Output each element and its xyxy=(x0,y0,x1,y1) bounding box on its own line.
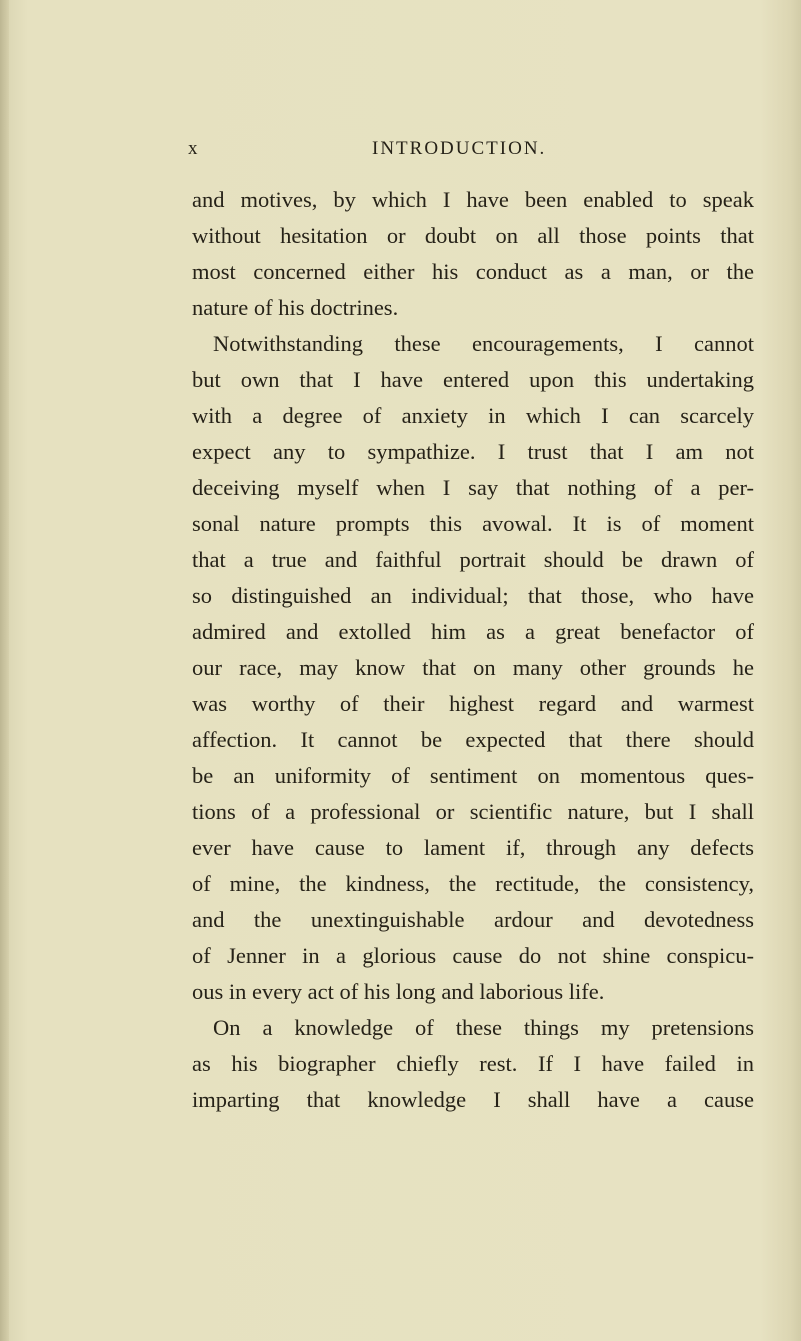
text-line: nature of his doctrines. xyxy=(192,295,399,320)
text-line: that a true and faithful portrait should be drawn of xyxy=(192,547,754,572)
text-line: was worthy of their highest regard and warmest xyxy=(192,691,754,716)
page-number: x xyxy=(188,138,199,159)
text-line: of Jenner in a glorious cause do not shine conspicu- xyxy=(192,943,754,968)
text-line: be an uniformity of sentiment on momentous ques- xyxy=(192,763,754,788)
running-head: INTRODUCTION. xyxy=(372,138,547,159)
text-line: sonal nature prompts this avowal. It is of moment xyxy=(192,511,754,536)
text-line: affection. It cannot be expected that there should xyxy=(192,727,754,752)
text-line: without hesitation or doubt on all those points that xyxy=(192,223,754,248)
text-line: and motives, by which I have been enabled to speak xyxy=(192,187,754,212)
text-line: and the unextinguishable ardour and devotedness xyxy=(192,907,754,932)
text-line: of mine, the kindness, the rectitude, the consistency, xyxy=(192,871,754,896)
text-line: most concerned either his conduct as a man, or the xyxy=(192,259,754,284)
text-line: On a knowledge of these things my pretensions xyxy=(213,1015,754,1040)
text-line: ever have cause to lament if, through any defects xyxy=(192,835,754,860)
text-line: imparting that knowledge I shall have a cause xyxy=(192,1087,754,1112)
text-line: but own that I have entered upon this undertaking xyxy=(192,367,754,392)
text-line: so distinguished an individual; that those, who have xyxy=(192,583,754,608)
text-line: expect any to sympathize. I trust that I am not xyxy=(192,439,754,464)
text-line: ous in every act of his long and laborious life. xyxy=(192,979,605,1004)
page-header xyxy=(0,138,801,166)
text-line: our race, may know that on many other grounds he xyxy=(192,655,754,680)
text-line: with a degree of anxiety in which I can scarcely xyxy=(192,403,754,428)
text-line: as his biographer chiefly rest. If I have failed in xyxy=(192,1051,754,1076)
body-text xyxy=(192,182,754,1118)
text-line: Notwithstanding these encouragements, I cannot xyxy=(213,331,754,356)
text-line: tions of a professional or scientific nature, but I shall xyxy=(192,799,754,824)
page-binding-edge xyxy=(0,0,9,1341)
text-line: deceiving myself when I say that nothing of a per- xyxy=(192,475,754,500)
text-line: admired and extolled him as a great benefactor of xyxy=(192,619,754,644)
